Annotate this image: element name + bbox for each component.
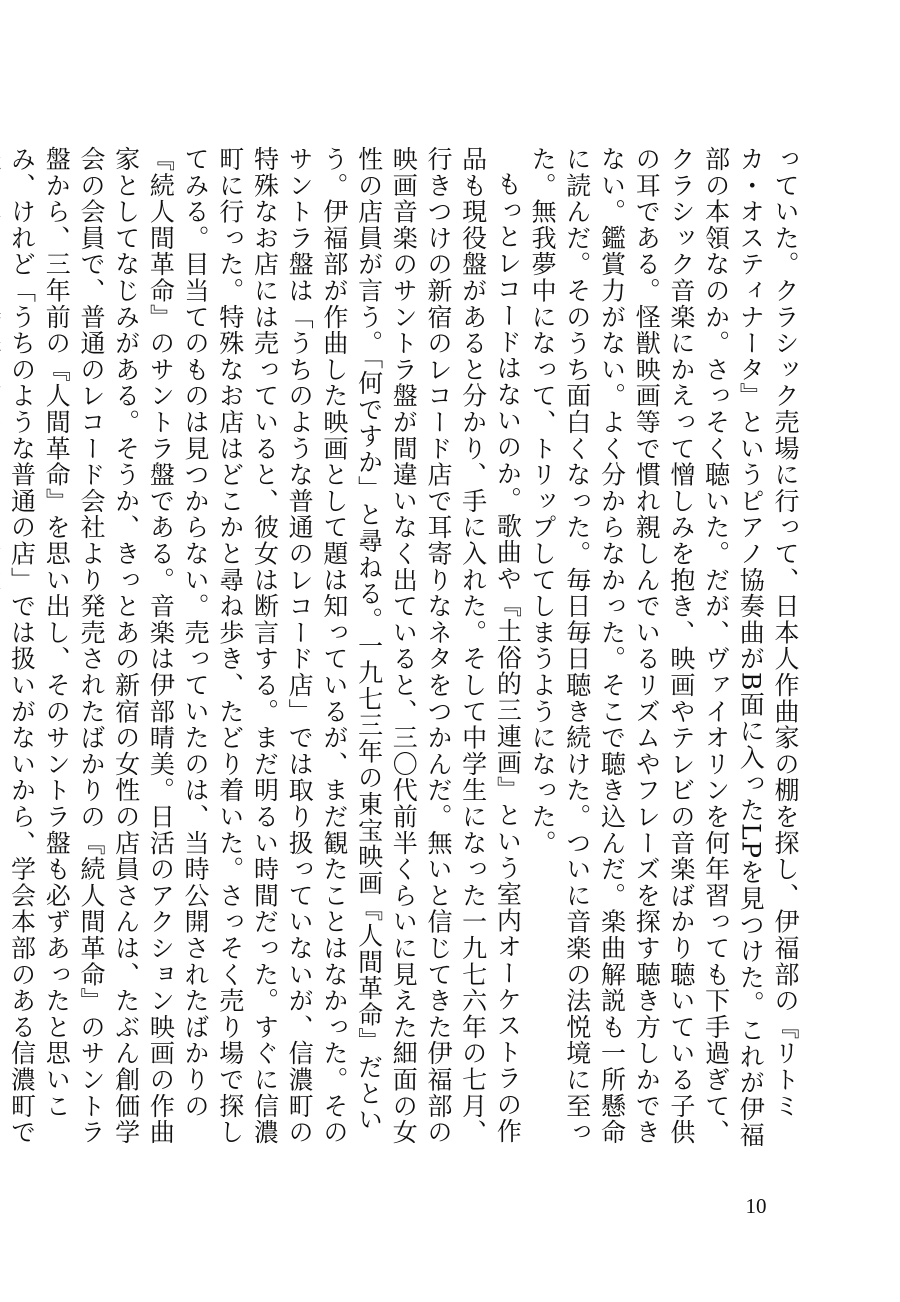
- paragraph-2: もっとレコードはないのか。歌曲や『土俗的三連画』という室内オーケストラの作品も現役盤があると分かり、手に入れた。そして中学生になった一九七六年の七月、行きつけの新宿のレコード店で耳寄りなネタをつかんだ。無いと信じてきた伊福部の映画音楽のサントラ盤が間違いなく出ていると、三〇代前半くらいに見えた細面の女性の店員が言う。「何ですか」と尋ねる。一九七三年の東宝映画『人間革命』だという。伊福部が作曲した映画として題は知っているが、まだ観たことはなかった。そのサントラ盤は「うちのような普通のレコード店」では取り扱っていないが、信濃町の特殊なお店には売っていると、彼女は断言する。まだ明るい時間だった。すぐに信濃町に行った。特殊なお店はどこかと尋ね歩き、たどり着いた。さっそく売り場で探してみる。目当てのものは見つからない。売っていたのは、当時公開されたばかりの『続人間革命』のサントラ盤である。音楽は伊部晴美。日活のアクション映画の作曲家としてなじみがある。そうか、きっとあの新宿の女性の店員さんは、たぶん創価学会の会員で、普通のレコード会社より発売されたばかりの『続人間革命』のサントラ盤から、三年前の『人間革命』を思い出し、そのサントラ盤も必ずあったと思いこみ、けれど「うちのような普通の店」では扱いがないから、学会本部のある信濃町で: [7, 146, 523, 1146]
- vertical-text-body: [7, 146, 802, 1161]
- paragraph-1: っていた。クラシック売場に行って、日本人作曲家の棚を探し、伊福部の『リトミカ・オスティナータ』というピアノ協奏曲がB面に入ったLPを見つけた。これが伊福部の本領なのか。さっそく聴いた。だが、ヴァイオリンを何年習っても下手過ぎて、クラシック音楽にかえって憎しみを抱き、映画やテレビの音楽ばかり聴いている子供の耳である。怪獣映画等で慣れ親しんでいるリズムやフレーズを探す聴き方しかできない。鑑賞力がない。よく分からなかった。そこで聴き込んだ。楽曲解説も一所懸命に読んだ。そのうち面白くなった。毎日毎日聴き続けた。ついに音楽の法悦境に至った。無我夢中になって、トリップしてしまうようになった。: [528, 146, 800, 1149]
- page-number: 10: [745, 1194, 767, 1218]
